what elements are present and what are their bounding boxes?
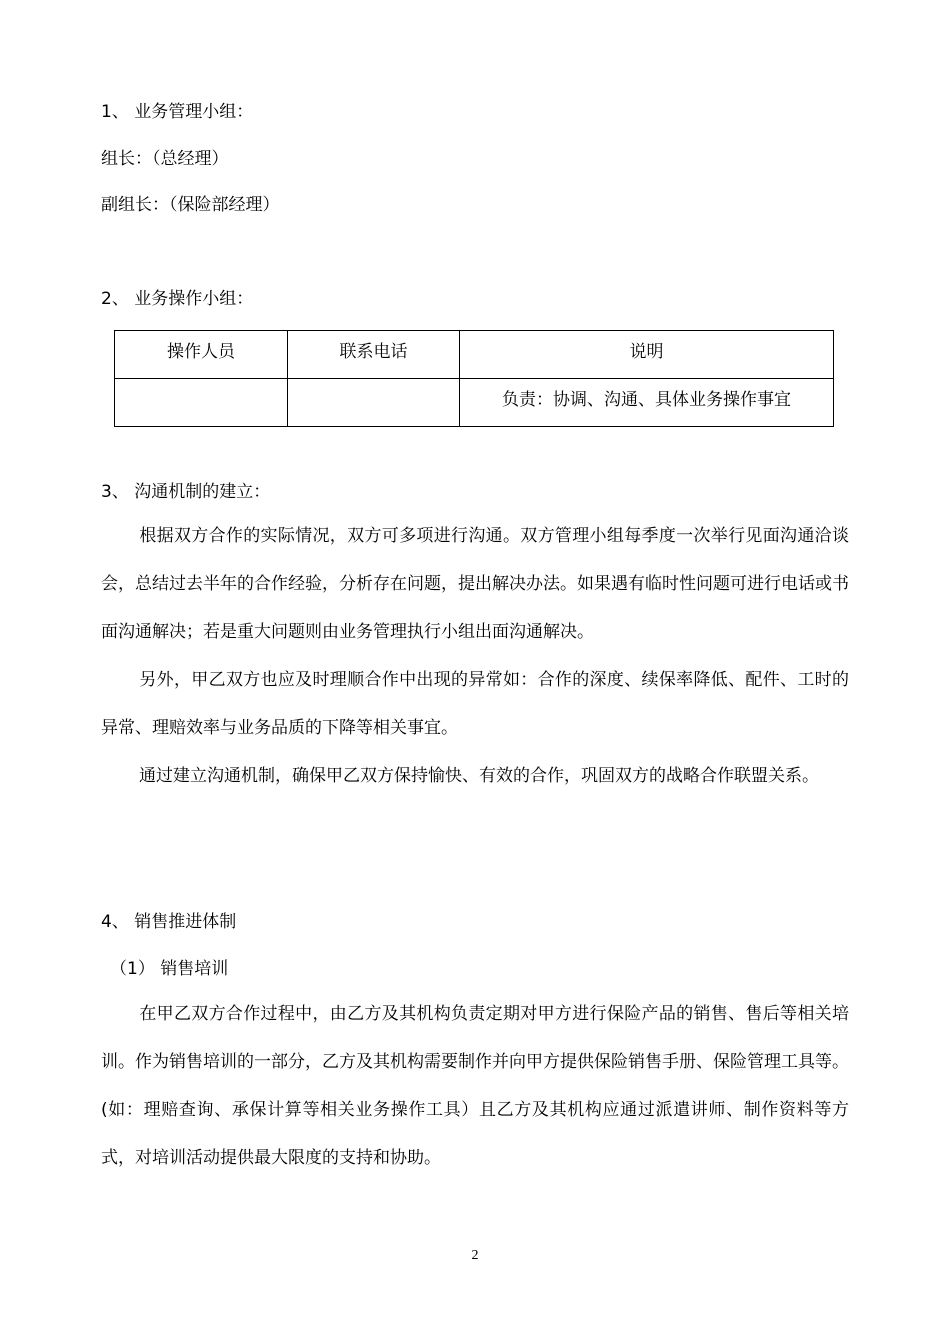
section3-heading: 3、 沟通机制的建立： xyxy=(101,482,271,502)
page-number: 2 xyxy=(471,1248,479,1263)
cell-phone xyxy=(288,379,460,427)
section4-paragraph xyxy=(101,990,849,1182)
header-phone: 联系电话 xyxy=(288,331,460,379)
section3-paragraph-1 xyxy=(101,512,849,656)
table-row xyxy=(115,379,834,427)
paragraph-text: 在甲乙双方合作过程中，由乙方及其机构负责定期对甲方进行保险产品的销售、售后等相关培训。作为销售培训的一部分，乙方及其机构需要制作并向甲方提供保险销售手册、保险管理工具等。(如：理赔查询、承保计算等相关业务操作工具）且乙方及其机构应通过派遣讲师、制作资料等方式，对培训活动提供最大限度的支持和协助。 xyxy=(101,1004,849,1168)
section2-heading: 2、 业务操作小组： xyxy=(101,289,254,309)
deputy-leader: 副组长：（保险部经理） xyxy=(101,195,280,215)
cell-operator xyxy=(115,379,288,427)
section3-paragraph-3 xyxy=(101,752,849,800)
section3-paragraph-2 xyxy=(101,656,849,752)
section1-heading: 1、 业务管理小组： xyxy=(101,102,254,122)
section4-subheading: （1） 销售培训 xyxy=(110,959,229,979)
cell-description: 负责：协调、沟通、具体业务操作事宜 xyxy=(460,379,834,427)
section4-heading: 4、 销售推进体制 xyxy=(101,912,237,932)
header-operator: 操作人员 xyxy=(115,331,288,379)
paragraph-text: 根据双方合作的实际情况，双方可多项进行沟通。双方管理小组每季度一次举行见面沟通洽谈会，总结过去半年的合作经验，分析存在问题，提出解决办法。如果遇有临时性问题可进行电话或书面沟通解决；若是重大问题则由业务管理执行小组出面沟通解决。 xyxy=(101,526,849,642)
paragraph-text: 通过建立沟通机制，确保甲乙双方保持愉快、有效的合作，巩固双方的战略合作联盟关系。 xyxy=(139,766,819,786)
operations-table xyxy=(114,330,834,427)
table-header-row xyxy=(115,331,834,379)
group-leader: 组长：（总经理） xyxy=(101,149,229,169)
header-description: 说明 xyxy=(460,331,834,379)
paragraph-text: 另外，甲乙双方也应及时理顺合作中出现的异常如：合作的深度、续保率降低、配件、工时的异常、理赔效率与业务品质的下降等相关事宜。 xyxy=(101,670,849,738)
